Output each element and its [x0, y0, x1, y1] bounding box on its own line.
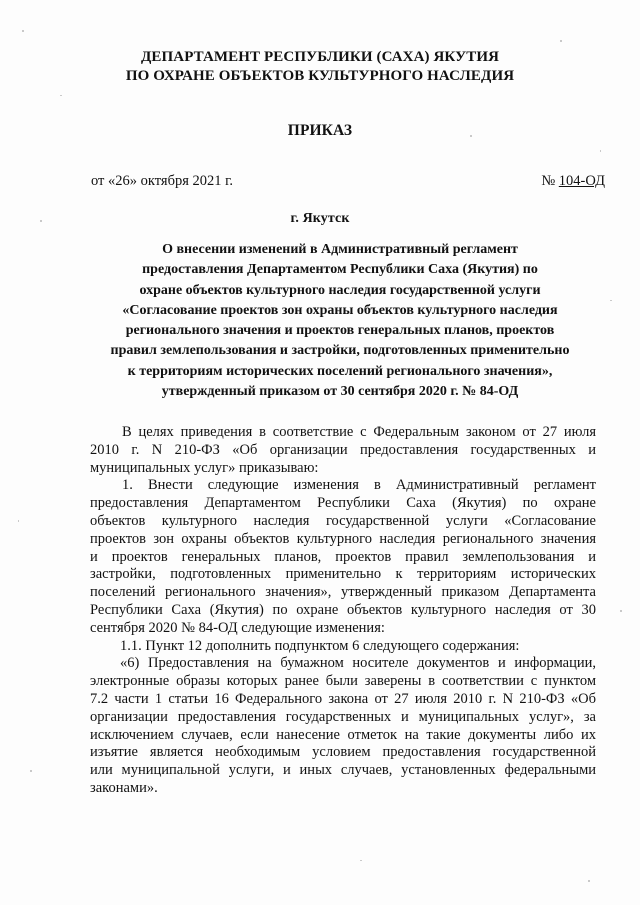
department-name-line2: ПО ОХРАНЕ ОБЪЕКТОВ КУЛЬТУРНОГО НАСЛЕДИЯ: [125, 68, 515, 84]
body-line: предоставления Департаментом Республики Саха (Якутия) по охране: [90, 495, 596, 512]
date-number-row: [91, 173, 605, 193]
scan-speck: [610, 300, 612, 301]
document-type-title: ПРИКАЗ: [287, 122, 353, 139]
scan-speck: [22, 30, 24, 32]
order-number: [541, 173, 605, 190]
body-line: проектов зон охраны объектов культурного наследия регионального значения: [90, 530, 596, 547]
body-line: изъятие является необходимым условием предоставления государственной: [90, 744, 596, 761]
body-line: поселений регионального значения», утвержденный приказом Департамента: [90, 584, 596, 601]
scan-speck: [560, 40, 562, 42]
subject-line: правил землепользования и застройки, подготовленных применительно: [110, 343, 570, 359]
body-line: или муниципальной услуги, и иных случаев, установленных федеральными: [90, 762, 596, 779]
body-line: 1.1. Пункт 12 дополнить подпунктом 6 следующего содержания:: [120, 637, 520, 654]
body-line: и проектов генеральных планов, проектов правил землепользования и: [90, 548, 596, 565]
scan-speck: [18, 520, 19, 522]
scan-speck: [40, 220, 42, 222]
body-line: объектов культурного наследия государственной услуги «Согласование: [90, 512, 596, 529]
body-line: «6) Предоставления на бумажном носителе документов и информации,: [120, 655, 596, 672]
department-name-line1: ДЕПАРТАМЕНТ РЕСПУБЛИКИ (САХА) ЯКУТИЯ: [140, 49, 500, 65]
scan-speck: [620, 610, 622, 612]
body-line: сентября 2020 № 84-ОД следующие изменения:: [90, 619, 385, 636]
body-line: законами».: [90, 779, 158, 796]
body-line: Республики Саха (Якутия) по охране объектов культурного наследия от 30: [90, 601, 596, 618]
subject-line: предоставления Департаментом Республики Саха (Якутия) по: [142, 262, 538, 278]
scan-speck: [470, 135, 472, 137]
order-subject: [90, 240, 590, 402]
scan-speck: [60, 95, 62, 96]
body-line: 7.2 части 1 статьи 16 Федерального закона от 27 июля 2010 г. N 210-ФЗ «Об: [90, 690, 596, 707]
body-line: 1. Внести следующие изменения в Административный регламент: [122, 477, 596, 494]
subject-line: охране объектов культурного наследия государственной услуги: [139, 282, 541, 298]
body-line: организации предоставления государственных и муниципальных услуг», за: [90, 708, 596, 725]
subject-line: регионального значения и проектов генеральных планов, проектов: [125, 323, 555, 339]
scan-speck: [588, 880, 590, 882]
subject-line: «Согласование проектов зон охраны объектов культурного наследия: [122, 302, 558, 318]
order-body: [90, 424, 596, 798]
body-line: 2010 г. N 210-ФЗ «Об организации предоставления государственных и: [90, 441, 596, 458]
order-number-value: 104-ОД: [558, 173, 605, 189]
body-line: электронные образы которых ранее были заверены в соответствии с пунктом: [90, 673, 596, 690]
subject-line: О внесении изменений в Административный регламент: [162, 242, 518, 257]
body-line: застройки, подготовленных применительно к территориям исторических: [90, 566, 596, 583]
body-line: муниципальных услуг» приказываю:: [90, 459, 319, 476]
body-line: исключением случаев, если нанесение отметок на такие документы либо их: [90, 726, 596, 743]
city-line: г. Якутск: [290, 211, 350, 226]
scan-speck: [30, 770, 32, 772]
scan-speck: [600, 150, 601, 152]
subject-line: утвержденный приказом от 30 сентября 2020 г. № 84-ОД: [161, 384, 519, 400]
scan-speck: [360, 860, 362, 861]
subject-line: к территориям исторических поселений регионального значения»,: [127, 363, 553, 379]
order-date: от «26» октября 2021 г.: [91, 173, 234, 189]
order-number-prefix: №: [541, 173, 559, 189]
body-line: В целях приведения в соответствие с Федеральным законом от 27 июля: [122, 424, 596, 440]
